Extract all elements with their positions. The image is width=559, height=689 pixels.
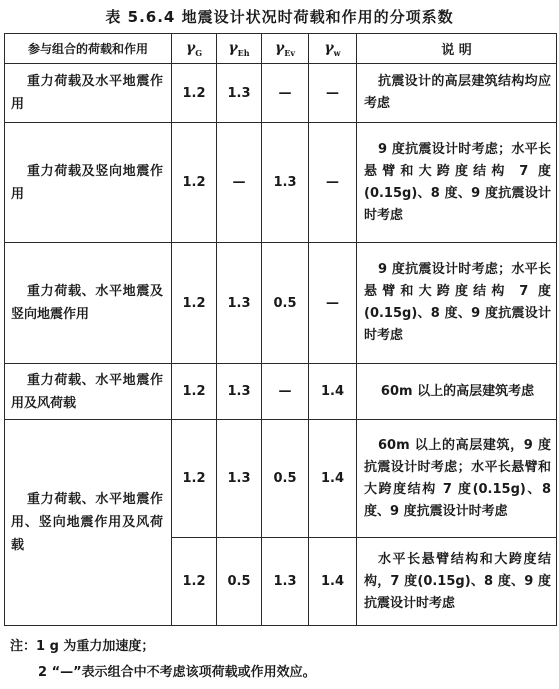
row-gamma-ev: —	[262, 64, 309, 123]
header-gamma-ev: $\gamma_{Ev}$	[262, 34, 309, 64]
row-description: 抗震设计的高层建筑结构均应考虑	[357, 64, 557, 123]
row-description: 60m 以上的高层建筑，9 度抗震设计时考虑；水平长悬臂和大跨度结构 7 度(0.15g)、8 度、9 度抗震设计时考虑	[357, 420, 557, 538]
row-gamma-g: 1.2	[172, 364, 217, 420]
row-description: 9 度抗震设计时考虑；水平长悬臂和大跨度结构 7 度(0.15g)、8 度、9 度抗震设计时考虑	[357, 123, 557, 243]
row-load-combination: 重力荷载、水平地震作用及风荷载	[5, 364, 172, 420]
header-gamma-g: $\gamma_G$	[172, 34, 217, 64]
note-2: 2 “—”表示组合中不考虑该项荷载或作用效应。	[38, 665, 316, 680]
row-gamma-ev: 1.3	[262, 123, 309, 243]
row-gamma-w: 1.4	[309, 364, 357, 420]
row-description: 9 度抗震设计时考虑；水平长悬臂和大跨度结构 7 度(0.15g)、8 度、9 度抗震设计时考虑	[357, 243, 557, 364]
header-description: 说 明	[357, 34, 557, 64]
row-gamma-ev: 0.5	[262, 243, 309, 364]
row-gamma-w: 1.4	[309, 420, 357, 538]
table-row	[5, 243, 557, 364]
table-row	[5, 420, 557, 538]
row-gamma-w: —	[309, 64, 357, 123]
row-gamma-ev: 0.5	[262, 420, 309, 538]
row-gamma-g: 1.2	[172, 243, 217, 364]
row-gamma-eh: 1.3	[217, 243, 262, 364]
row-gamma-g: 1.2	[172, 420, 217, 538]
header-row	[5, 34, 557, 64]
row-gamma-w: 1.4	[309, 538, 357, 626]
table-row	[5, 123, 557, 243]
row-gamma-eh: 1.3	[217, 364, 262, 420]
table-row	[5, 364, 557, 420]
row-gamma-eh: 1.3	[217, 420, 262, 538]
row-gamma-g: 1.2	[172, 123, 217, 243]
row-gamma-eh: 0.5	[217, 538, 262, 626]
row-load-combination: 重力荷载及水平地震作用	[5, 64, 172, 123]
row-gamma-ev: —	[262, 364, 309, 420]
table-notes	[10, 634, 550, 686]
row-load-combination: 重力荷载、水平地震作用、竖向地震作用及风荷载	[5, 420, 172, 626]
header-load-combination: 参与组合的荷载和作用	[5, 34, 172, 64]
row-gamma-g: 1.2	[172, 538, 217, 626]
row-gamma-eh: 1.3	[217, 64, 262, 123]
row-load-combination: 重力荷载、水平地震及竖向地震作用	[5, 243, 172, 364]
row-load-combination: 重力荷载及竖向地震作用	[5, 123, 172, 243]
load-factor-table	[4, 33, 557, 626]
header-gamma-eh: $\gamma_{Eh}$	[217, 34, 262, 64]
row-gamma-ev: 1.3	[262, 538, 309, 626]
row-gamma-eh: —	[217, 123, 262, 243]
row-gamma-w: —	[309, 243, 357, 364]
row-description: 60m 以上的高层建筑考虑	[357, 364, 557, 420]
row-gamma-g: 1.2	[172, 64, 217, 123]
table-row	[5, 64, 557, 123]
note-1: 注：1 g 为重力加速度；	[10, 639, 155, 654]
table-title: 表 5.6.4 地震设计状况时荷载和作用的分项系数	[105, 8, 454, 26]
row-description: 水平长悬臂结构和大跨度结构，7 度(0.15g)、8 度、9 度抗震设计时考虑	[357, 538, 557, 626]
header-gamma-w: $\gamma_w$	[309, 34, 357, 64]
row-gamma-w: —	[309, 123, 357, 243]
